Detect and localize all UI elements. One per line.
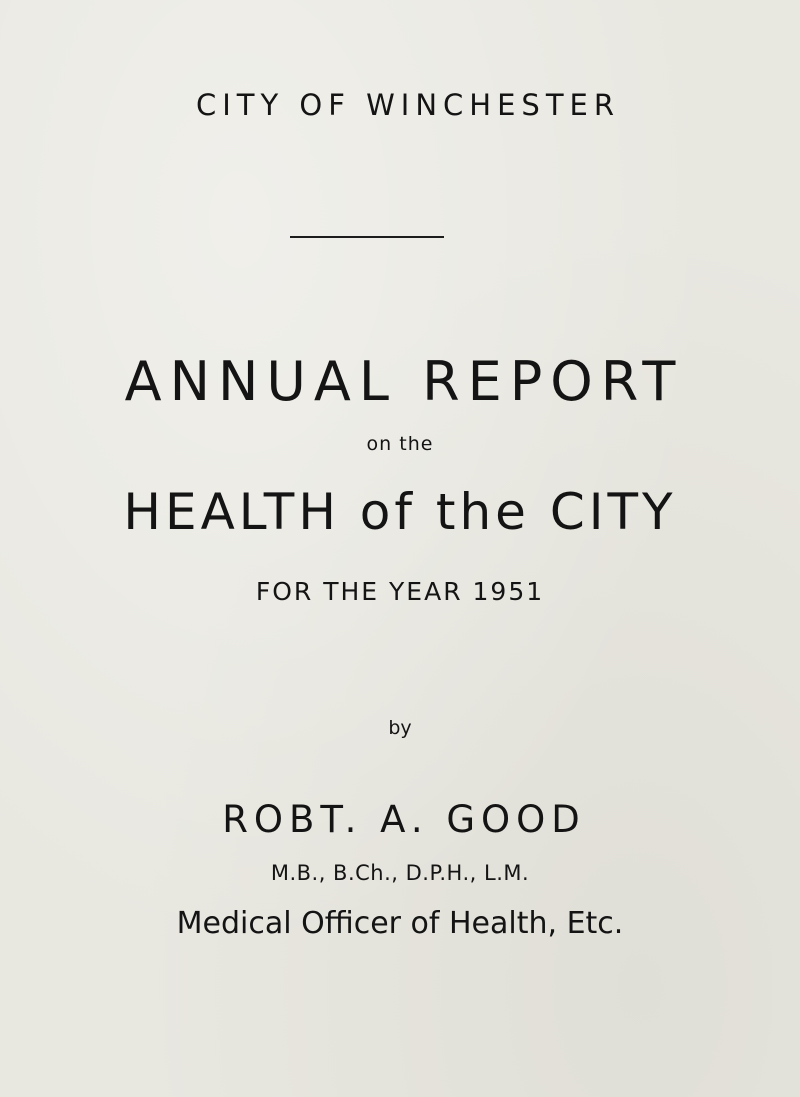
report-year: FOR THE YEAR 1951	[255, 577, 545, 606]
author-name: ROBT. A. GOOD	[222, 798, 586, 841]
author-position: Medical Officer of Health, Etc.	[176, 906, 624, 941]
divider-rule	[290, 236, 444, 238]
on-the-text: on the	[366, 433, 434, 455]
report-title: ANNUAL REPORT	[124, 350, 684, 413]
city-heading: CITY OF WINCHESTER	[195, 88, 621, 122]
author-degrees: M.B., B.Ch., D.P.H., L.M.	[270, 861, 530, 885]
report-subject: HEALTH of the CITY	[123, 483, 677, 541]
by-text: by	[388, 717, 412, 739]
